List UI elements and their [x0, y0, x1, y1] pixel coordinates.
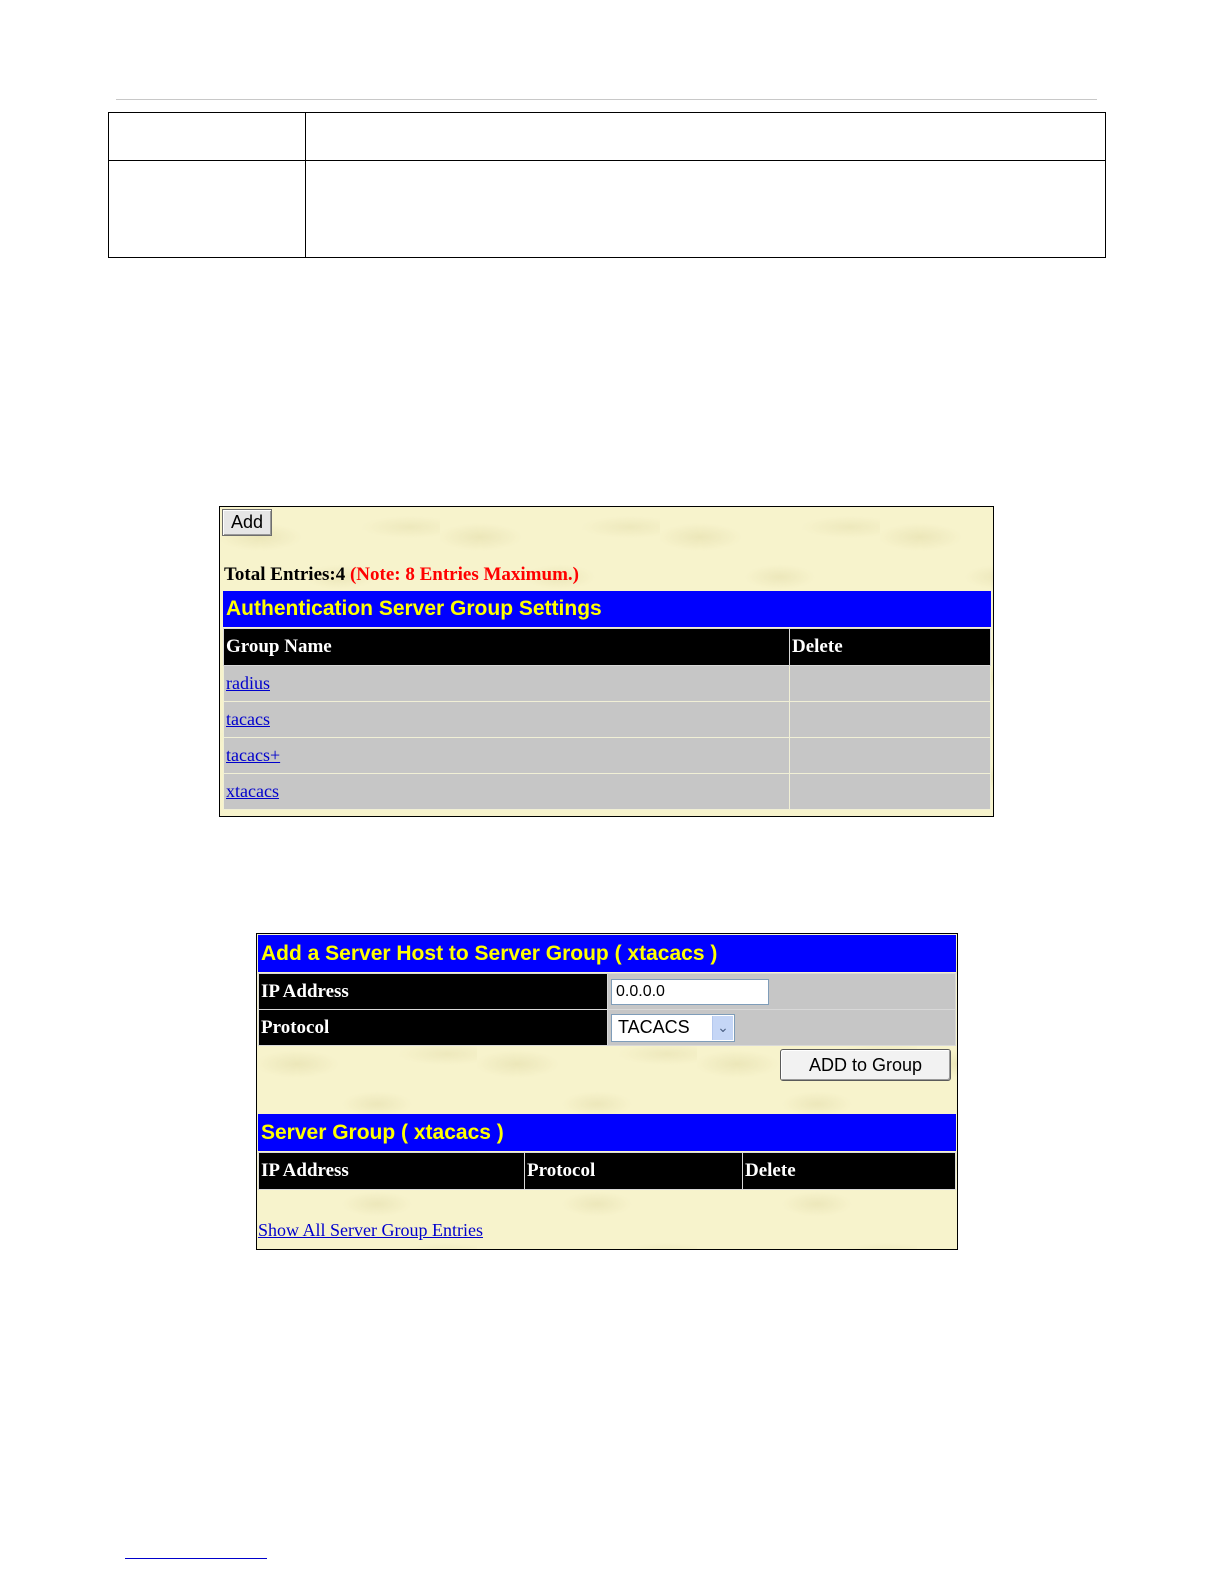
document-table-cell — [306, 113, 1106, 161]
ip-address-input[interactable] — [611, 979, 769, 1005]
server-host-form — [258, 973, 956, 1046]
protocol-selected-value: TACACS — [618, 1016, 690, 1037]
document-table-cell — [306, 161, 1106, 258]
chevron-down-icon[interactable]: ⌄ — [712, 1016, 733, 1040]
form-row-ip — [259, 974, 956, 1010]
group-name-cell — [224, 666, 790, 702]
form-row-protocol — [259, 1010, 956, 1046]
delete-cell — [790, 738, 991, 774]
ip-address-label: IP Address — [259, 974, 608, 1010]
column-header-delete: Delete — [743, 1153, 956, 1190]
server-group-table — [223, 628, 991, 810]
footer-rule — [125, 1558, 267, 1559]
show-all-entries-link[interactable]: Show All Server Group Entries — [258, 1220, 483, 1240]
auth-server-group-panel — [219, 506, 994, 817]
server-group-hosts-table — [258, 1152, 956, 1190]
delete-cell — [790, 666, 991, 702]
column-header-group-name: Group Name — [224, 629, 790, 666]
document-table-cell — [109, 161, 306, 258]
add-server-host-panel — [256, 933, 958, 1250]
document-table — [108, 112, 1106, 258]
max-entries-note: (Note: 8 Entries Maximum.) — [349, 564, 579, 585]
protocol-select[interactable] — [611, 1014, 735, 1042]
ip-address-value-cell — [608, 974, 956, 1010]
group-name-cell — [224, 774, 790, 810]
page-header-rule — [116, 99, 1097, 100]
table-row — [224, 702, 991, 738]
group-link-xtacacs[interactable]: xtacacs — [226, 781, 279, 801]
table-row — [224, 774, 991, 810]
add-to-group-button[interactable]: ADD to Group — [780, 1049, 951, 1081]
document-table-cell — [109, 113, 306, 161]
total-entries — [224, 564, 579, 586]
delete-cell — [790, 702, 991, 738]
table-header-row — [259, 1153, 956, 1190]
protocol-label: Protocol — [259, 1010, 608, 1046]
document-table-row — [109, 113, 1106, 161]
column-header-ip-address: IP Address — [259, 1153, 525, 1190]
document-table-row — [109, 161, 1106, 258]
total-entries-label: Total Entries:4 — [224, 564, 346, 585]
group-link-radius[interactable]: radius — [226, 673, 270, 693]
table-row — [224, 738, 991, 774]
protocol-value-cell — [608, 1010, 956, 1046]
server-group-title: Server Group ( xtacacs ) — [258, 1114, 956, 1151]
group-link-tacacs-plus[interactable]: tacacs+ — [226, 745, 281, 765]
delete-cell — [790, 774, 991, 810]
column-header-delete: Delete — [790, 629, 991, 666]
panel-title: Add a Server Host to Server Group ( xtacacs ) — [258, 935, 956, 972]
column-header-protocol: Protocol — [525, 1153, 743, 1190]
group-name-cell — [224, 702, 790, 738]
group-name-cell — [224, 738, 790, 774]
table-row — [224, 666, 991, 702]
panel-title: Authentication Server Group Settings — [223, 591, 991, 627]
table-header-row — [224, 629, 991, 666]
group-link-tacacs[interactable]: tacacs — [226, 709, 270, 729]
add-button[interactable]: Add — [222, 509, 272, 536]
